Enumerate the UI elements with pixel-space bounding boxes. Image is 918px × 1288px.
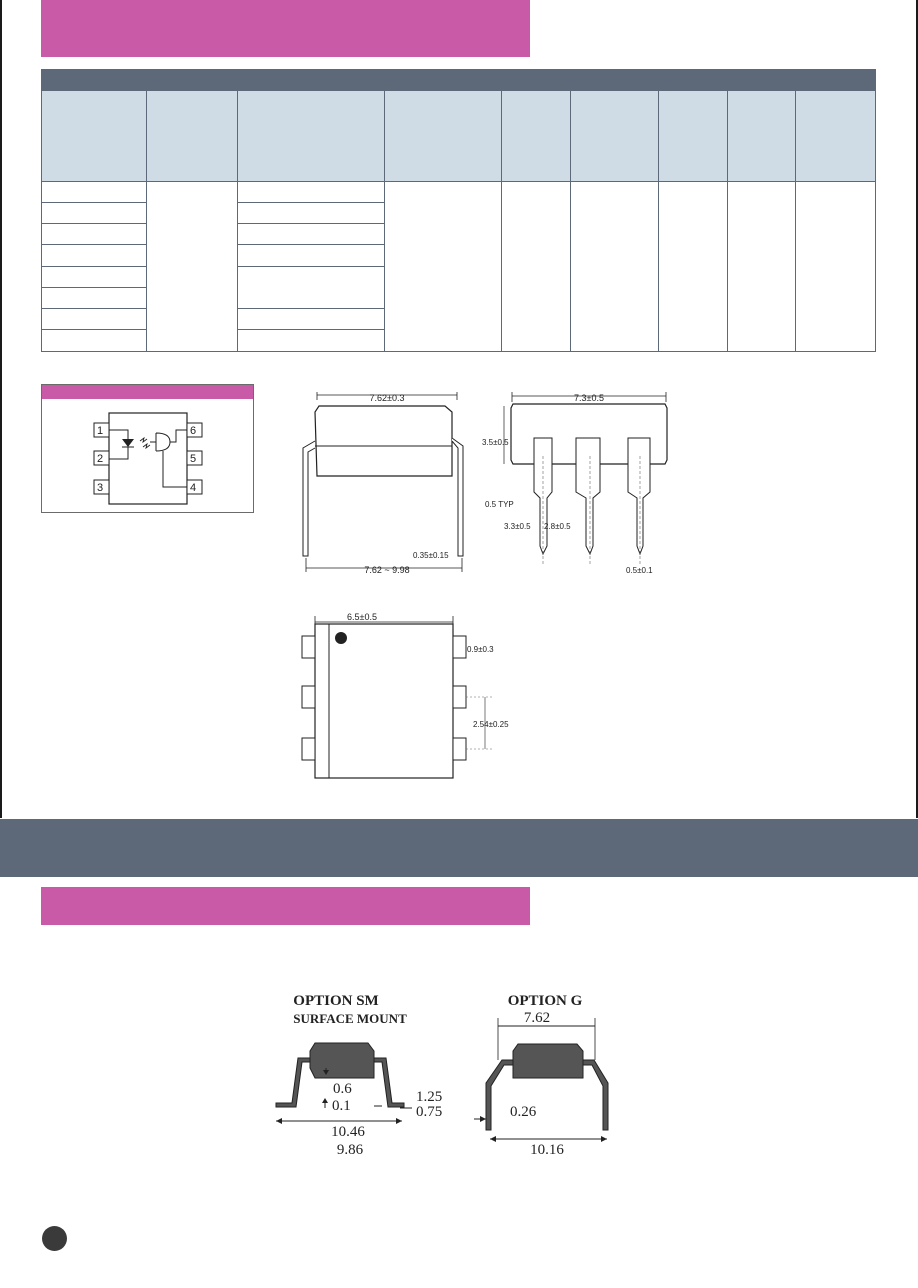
dim-pin-pitch: 2.54±0.25 <box>473 720 509 729</box>
option-g-title: OPTION G <box>507 993 583 1009</box>
option-sm-title: OPTION SM <box>293 993 379 1009</box>
table-col-divider <box>237 91 238 352</box>
table-row-divider <box>41 287 146 288</box>
table-col-divider <box>384 91 385 352</box>
pin-1-label: 1 <box>97 425 104 437</box>
front-view-drawing <box>295 386 480 576</box>
table-row-divider <box>41 244 146 245</box>
page-left-border <box>0 0 2 818</box>
table-col-divider <box>727 91 728 352</box>
table-left-border <box>41 91 42 352</box>
dim-body-height: 3.5±0.5 <box>482 438 509 447</box>
table-col-divider <box>570 91 571 352</box>
side-view-drawing <box>480 386 680 576</box>
pin-1-marker-icon <box>335 632 347 644</box>
table-row-divider <box>41 202 146 203</box>
section-header-bar <box>0 819 918 877</box>
spec-table-header-row <box>41 91 876 181</box>
options-drawing <box>270 988 620 1163</box>
sm-dim-b: 0.1 <box>332 1098 351 1114</box>
title-band-options <box>41 887 530 925</box>
dim-lead-len-a: 3.3±0.5 <box>504 522 531 531</box>
table-row-divider <box>41 266 146 267</box>
title-band-top <box>41 0 530 57</box>
table-row-divider <box>237 266 384 267</box>
table-col-divider <box>795 91 796 352</box>
table-row-divider <box>41 181 876 182</box>
top-view-drawing <box>295 608 530 783</box>
table-col-divider <box>146 91 147 352</box>
page-number-badge <box>42 1226 67 1251</box>
pin-5-label: 5 <box>190 453 197 465</box>
dim-front-width: 7.62±0.3 <box>369 393 405 403</box>
g-dim-c: 10.16 <box>530 1142 564 1158</box>
dim-side-width: 7.3±0.5 <box>574 393 604 403</box>
table-row-divider <box>237 308 384 309</box>
g-dim-b: 0.26 <box>510 1104 537 1120</box>
table-row-divider <box>41 329 146 330</box>
sm-dim-d: 0.75 <box>416 1104 443 1120</box>
spec-table-title-bar <box>41 69 876 91</box>
dim-pin-pitch-small: 0.9±0.3 <box>467 645 494 654</box>
pin-3-label: 3 <box>97 482 104 494</box>
table-row-divider <box>237 202 384 203</box>
schematic-box <box>41 384 254 513</box>
option-sm-subtitle: SURFACE MOUNT <box>293 1011 407 1026</box>
g-dim-a: 7.62 <box>523 1010 551 1026</box>
spec-table <box>41 69 876 352</box>
sm-dim-c: 1.25 <box>416 1089 443 1105</box>
sm-dim-a: 0.6 <box>333 1081 352 1097</box>
table-col-divider <box>501 91 502 352</box>
dim-top-width: 6.5±0.5 <box>347 612 377 622</box>
sm-dim-e: 10.46 <box>331 1124 365 1140</box>
table-row-divider <box>237 329 384 330</box>
table-row-divider <box>41 308 146 309</box>
table-bottom-border <box>41 351 876 352</box>
dim-typ: 0.5 TYP <box>485 500 514 509</box>
pin-2-label: 2 <box>97 453 104 465</box>
schematic-title-bar <box>42 385 253 399</box>
led-icon <box>122 439 134 447</box>
dim-lead-len-b: 2.8±0.5 <box>544 522 571 531</box>
dim-lead-width: 0.5±0.1 <box>626 566 653 575</box>
table-row-divider <box>237 244 384 245</box>
dim-lead-span: 7.62 ~ 9.98 <box>364 565 410 575</box>
table-col-divider <box>658 91 659 352</box>
pin-6-label: 6 <box>190 425 197 437</box>
table-row-divider <box>237 223 384 224</box>
schematic-diagram <box>42 399 253 512</box>
table-row-divider <box>41 223 146 224</box>
sm-dim-f: 9.86 <box>336 1142 364 1158</box>
pin-4-label: 4 <box>190 482 197 494</box>
dim-lead-thickness: 0.35±0.15 <box>413 551 449 560</box>
table-right-border <box>875 91 876 352</box>
